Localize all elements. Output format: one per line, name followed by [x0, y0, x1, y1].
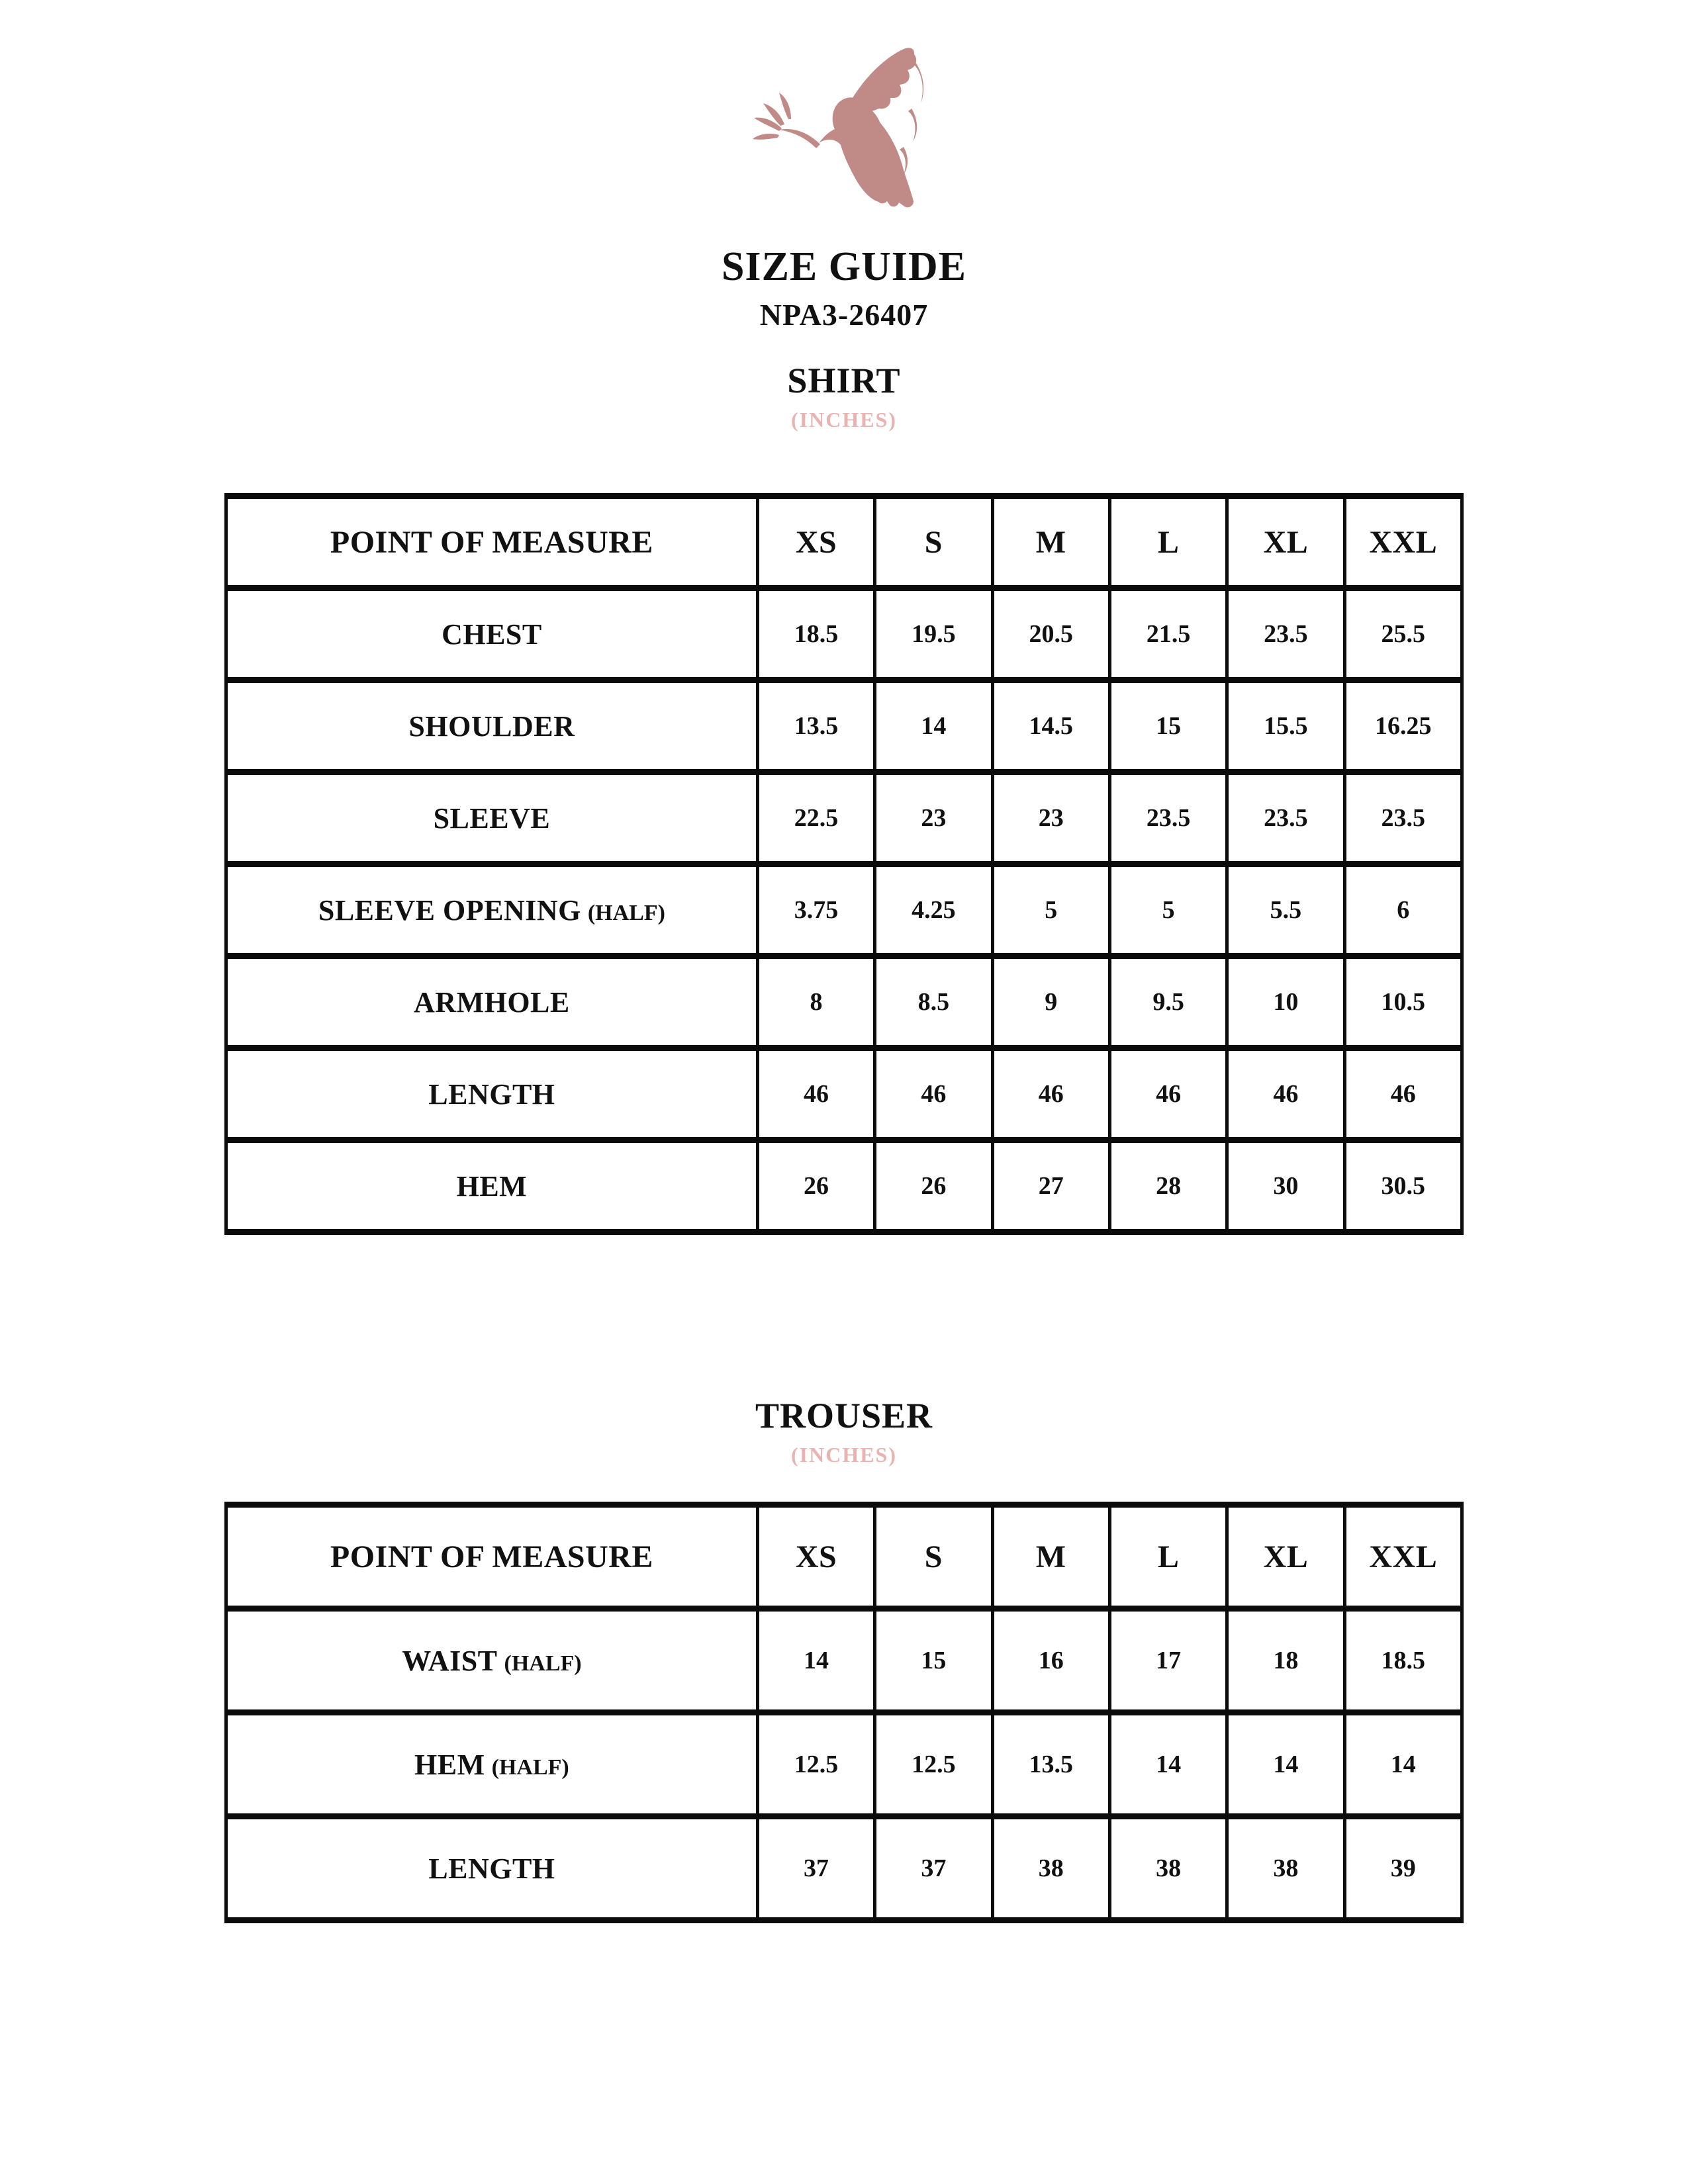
value-cell: 16 [992, 1609, 1109, 1713]
value-cell: 23 [992, 772, 1109, 864]
size-column-header: XL [1227, 496, 1344, 588]
value-cell: 23.5 [1344, 772, 1462, 864]
value-cell: 5.5 [1227, 864, 1344, 956]
measure-label: HEM [414, 1748, 485, 1781]
value-cell: 21.5 [1109, 588, 1227, 680]
value-cell: 5 [1109, 864, 1227, 956]
value-cell: 4.25 [875, 864, 992, 956]
table-row [226, 1713, 1462, 1817]
value-cell: 25.5 [1344, 588, 1462, 680]
value-cell: 14 [757, 1609, 874, 1713]
table-row [226, 772, 1462, 864]
value-cell: 23 [875, 772, 992, 864]
section-heading-trouser: TROUSER [755, 1396, 933, 1435]
size-column-header: L [1109, 1505, 1227, 1609]
table-row [226, 1140, 1462, 1232]
value-cell: 5 [992, 864, 1109, 956]
value-cell: 3.75 [757, 864, 874, 956]
value-cell: 10.5 [1344, 956, 1462, 1048]
value-cell: 14.5 [992, 680, 1109, 772]
value-cell: 13.5 [757, 680, 874, 772]
measure-label-cell [226, 772, 758, 864]
value-cell: 17 [1109, 1609, 1227, 1713]
size-column-header: XXL [1344, 1505, 1462, 1609]
measure-label: WAIST [402, 1644, 498, 1677]
value-cell: 19.5 [875, 588, 992, 680]
dove-with-olive-branch-icon [745, 218, 943, 229]
measure-label-cell [226, 680, 758, 772]
value-cell: 27 [992, 1140, 1109, 1232]
value-cell: 12.5 [875, 1713, 992, 1817]
measure-label-cell [226, 864, 758, 956]
measure-label: SLEEVE [433, 801, 551, 835]
value-cell: 30.5 [1344, 1140, 1462, 1232]
size-column-header: XXL [1344, 496, 1462, 588]
value-cell: 6 [1344, 864, 1462, 956]
size-column-header: XS [757, 496, 874, 588]
size-column-header: M [992, 496, 1109, 588]
value-cell: 14 [1344, 1713, 1462, 1817]
value-cell: 14 [875, 680, 992, 772]
table-row [226, 864, 1462, 956]
measure-label: ARMHOLE [414, 985, 570, 1019]
size-column-header: XL [1227, 1505, 1344, 1609]
value-cell: 38 [1109, 1817, 1227, 1921]
table-row [226, 956, 1462, 1048]
value-cell: 38 [992, 1817, 1109, 1921]
value-cell: 39 [1344, 1817, 1462, 1921]
value-cell: 15 [1109, 680, 1227, 772]
value-cell: 9.5 [1109, 956, 1227, 1048]
measure-label: LENGTH [428, 1077, 555, 1111]
table-row [226, 1817, 1462, 1921]
value-cell: 26 [757, 1140, 874, 1232]
value-cell: 46 [757, 1048, 874, 1140]
section-heading-shirt: SHIRT [787, 361, 901, 400]
measure-label-cell [226, 1817, 758, 1921]
value-cell: 46 [1109, 1048, 1227, 1140]
value-cell: 13.5 [992, 1713, 1109, 1817]
table-row [226, 1048, 1462, 1140]
shirt-size-table [224, 493, 1464, 1235]
value-cell: 15.5 [1227, 680, 1344, 772]
value-cell: 20.5 [992, 588, 1109, 680]
value-cell: 16.25 [1344, 680, 1462, 772]
measure-label: SLEEVE OPENING [318, 893, 581, 927]
brand-logo [0, 0, 1688, 226]
value-cell: 46 [1344, 1048, 1462, 1140]
value-cell: 23.5 [1227, 772, 1344, 864]
value-cell: 14 [1109, 1713, 1227, 1817]
value-cell: 23.5 [1227, 588, 1344, 680]
value-cell: 8 [757, 956, 874, 1048]
style-code: NPA3-26407 [759, 298, 929, 332]
point-of-measure-header: POINT OF MEASURE [226, 1505, 758, 1609]
measure-label-cell [226, 956, 758, 1048]
measure-label: LENGTH [428, 1852, 555, 1885]
measure-suffix: (HALF) [504, 1651, 582, 1676]
value-cell: 46 [875, 1048, 992, 1140]
value-cell: 26 [875, 1140, 992, 1232]
table-row [226, 680, 1462, 772]
value-cell: 18 [1227, 1609, 1344, 1713]
measure-label: SHOULDER [408, 709, 575, 743]
table-row [226, 588, 1462, 680]
size-column-header: S [875, 496, 992, 588]
value-cell: 38 [1227, 1817, 1344, 1921]
size-column-header: XS [757, 1505, 874, 1609]
value-cell: 9 [992, 956, 1109, 1048]
measure-suffix: (HALF) [491, 1754, 569, 1780]
unit-label-trouser: (INCHES) [790, 1443, 897, 1467]
value-cell: 18.5 [757, 588, 874, 680]
point-of-measure-header: POINT OF MEASURE [226, 496, 758, 588]
value-cell: 37 [875, 1817, 992, 1921]
page-title: SIZE GUIDE [721, 244, 967, 289]
header-row [226, 496, 1462, 588]
value-cell: 12.5 [757, 1713, 874, 1817]
measure-suffix: (HALF) [587, 900, 665, 925]
measure-label-cell [226, 1609, 758, 1713]
value-cell: 10 [1227, 956, 1344, 1048]
measure-label-cell [226, 588, 758, 680]
table-row [226, 1609, 1462, 1713]
value-cell: 22.5 [757, 772, 874, 864]
measure-label: HEM [456, 1169, 528, 1203]
size-column-header: M [992, 1505, 1109, 1609]
value-cell: 18.5 [1344, 1609, 1462, 1713]
unit-label-shirt: (INCHES) [790, 408, 897, 432]
measure-label-cell [226, 1140, 758, 1232]
size-column-header: L [1109, 496, 1227, 588]
value-cell: 28 [1109, 1140, 1227, 1232]
value-cell: 8.5 [875, 956, 992, 1048]
value-cell: 23.5 [1109, 772, 1227, 864]
header-row [226, 1505, 1462, 1609]
value-cell: 15 [875, 1609, 992, 1713]
measure-label-cell [226, 1048, 758, 1140]
value-cell: 30 [1227, 1140, 1344, 1232]
value-cell: 46 [992, 1048, 1109, 1140]
trouser-size-table [224, 1502, 1464, 1923]
measure-label-cell [226, 1713, 758, 1817]
size-column-header: S [875, 1505, 992, 1609]
measure-label: CHEST [442, 617, 542, 651]
value-cell: 14 [1227, 1713, 1344, 1817]
value-cell: 46 [1227, 1048, 1344, 1140]
value-cell: 37 [757, 1817, 874, 1921]
